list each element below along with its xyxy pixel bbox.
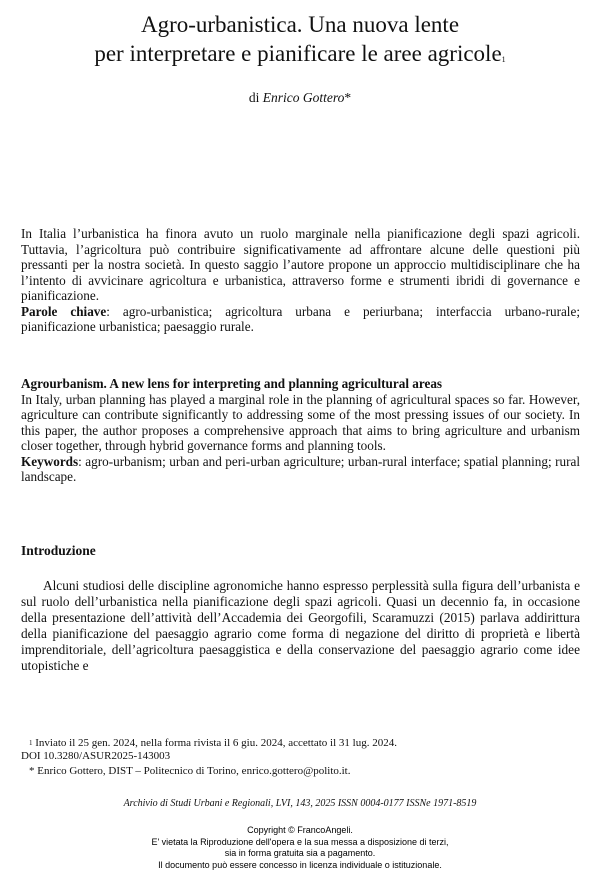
byline: di Enrico Gottero* — [248, 90, 352, 105]
title-line-2: per interpretare e pianificare le aree agricole$^1$ — [94, 41, 506, 66]
author-name: Enrico Gottero — [262, 90, 345, 105]
author-mark: * — [344, 90, 352, 105]
section-heading-introduzione: Introduzione — [21, 543, 96, 558]
keywords-english-label: Keywords — [21, 453, 79, 469]
abstract-italian-text: In Italia l’urbanistica ha finora avuto un ruolo marginale nella pianificazione degli spazi agricoli. Tuttavia, l’agricoltura può contribuire significativamente ad affrontare alcune delle questioni più pressanti per la nostra società. In questo saggio l’autore propone un approccio multidisciplinare che ha l’intento di avvicinare agricoltura e urbanistica, attraverso forme e strumenti ibridi di governance e pianificazione. — [21, 226, 580, 303]
footnote-doi: DOI 10.3280/ASUR2025-143003 — [21, 750, 171, 762]
journal-citation: Archivio di Studi Urbani e Regionali, LVI, 143, 2025 ISSN 0004-0177 ISSNe 1971-8519 — [123, 798, 477, 809]
copyright-notice: Copyright © FrancoAngeli. E' vietata la Riproduzione dell'opera e la sua messa a disposizione di terzi, sia in forma gratuita sia a pagamento. Il documento può essere concesso in licenza individuale o istituzionale. — [151, 825, 449, 870]
footnote-author: * Enrico Gottero, DIST – Politecnico di Torino, enrico.gottero@polito.it. — [29, 765, 351, 777]
abstract-italian — [21, 226, 580, 335]
introduction-paragraph: Alcuni studiosi delle discipline agronomiche hanno espresso perplessità sulla figura dell’urbanista e sul ruolo dell’urbanistica nella pianificazione degli spazi agricoli. Quasi un decennio fa, in occasione della presentazione dell’attività dell’Accademia dei Georgofili, Scaramuzzi (2015) parlava addirittura della pianificazione del paesaggio agrario come forma di negazione del diritto di proprietà e libertà imprenditoriale, dell’agricoltura paesaggistica e della conservazione del paesaggio agrario come idee utopistiche e — [21, 578, 580, 673]
keywords-italian: Parole chiave: agro-urbanistica; agricoltura urbana e periurbana; interfaccia urbano-rurale; pianificazione urbanistica; paesaggio rurale. — [21, 303, 580, 334]
footnote-1: $^1$ Inviato il 25 gen. 2024, nella forma rivista il 6 giu. 2024, accettato il 31 lug. 2024. DOI 10.3280/ASUR2025-143003 — [21, 737, 580, 763]
paper-title — [0, 10, 600, 68]
abstract-english-title: Agrourbanism. A new lens for interpreting and planning agricultural areas — [21, 376, 443, 391]
abstract-english — [21, 376, 580, 485]
title-footnote-mark: 1 — [501, 55, 506, 64]
keywords-italian-label: Parole chiave — [21, 303, 107, 319]
title-line-1: Agro-urbanistica. Una nuova lente — [140, 12, 460, 37]
keywords-english: Keywords: agro-urbanism; urban and peri-urban agriculture; urban-rural interface; spatial planning; rural landscape. — [21, 453, 580, 484]
abstract-english-text: In Italy, urban planning has played a marginal role in the planning of agricultural spaces so far. However, agriculture can contribute significantly to addressing some of the most pressing issues of our society. In this paper, the author proposes a comprehensive approach that aims to bring agriculture and urbanism closer together, through hybrid governance forms and planning tools. — [21, 391, 580, 453]
